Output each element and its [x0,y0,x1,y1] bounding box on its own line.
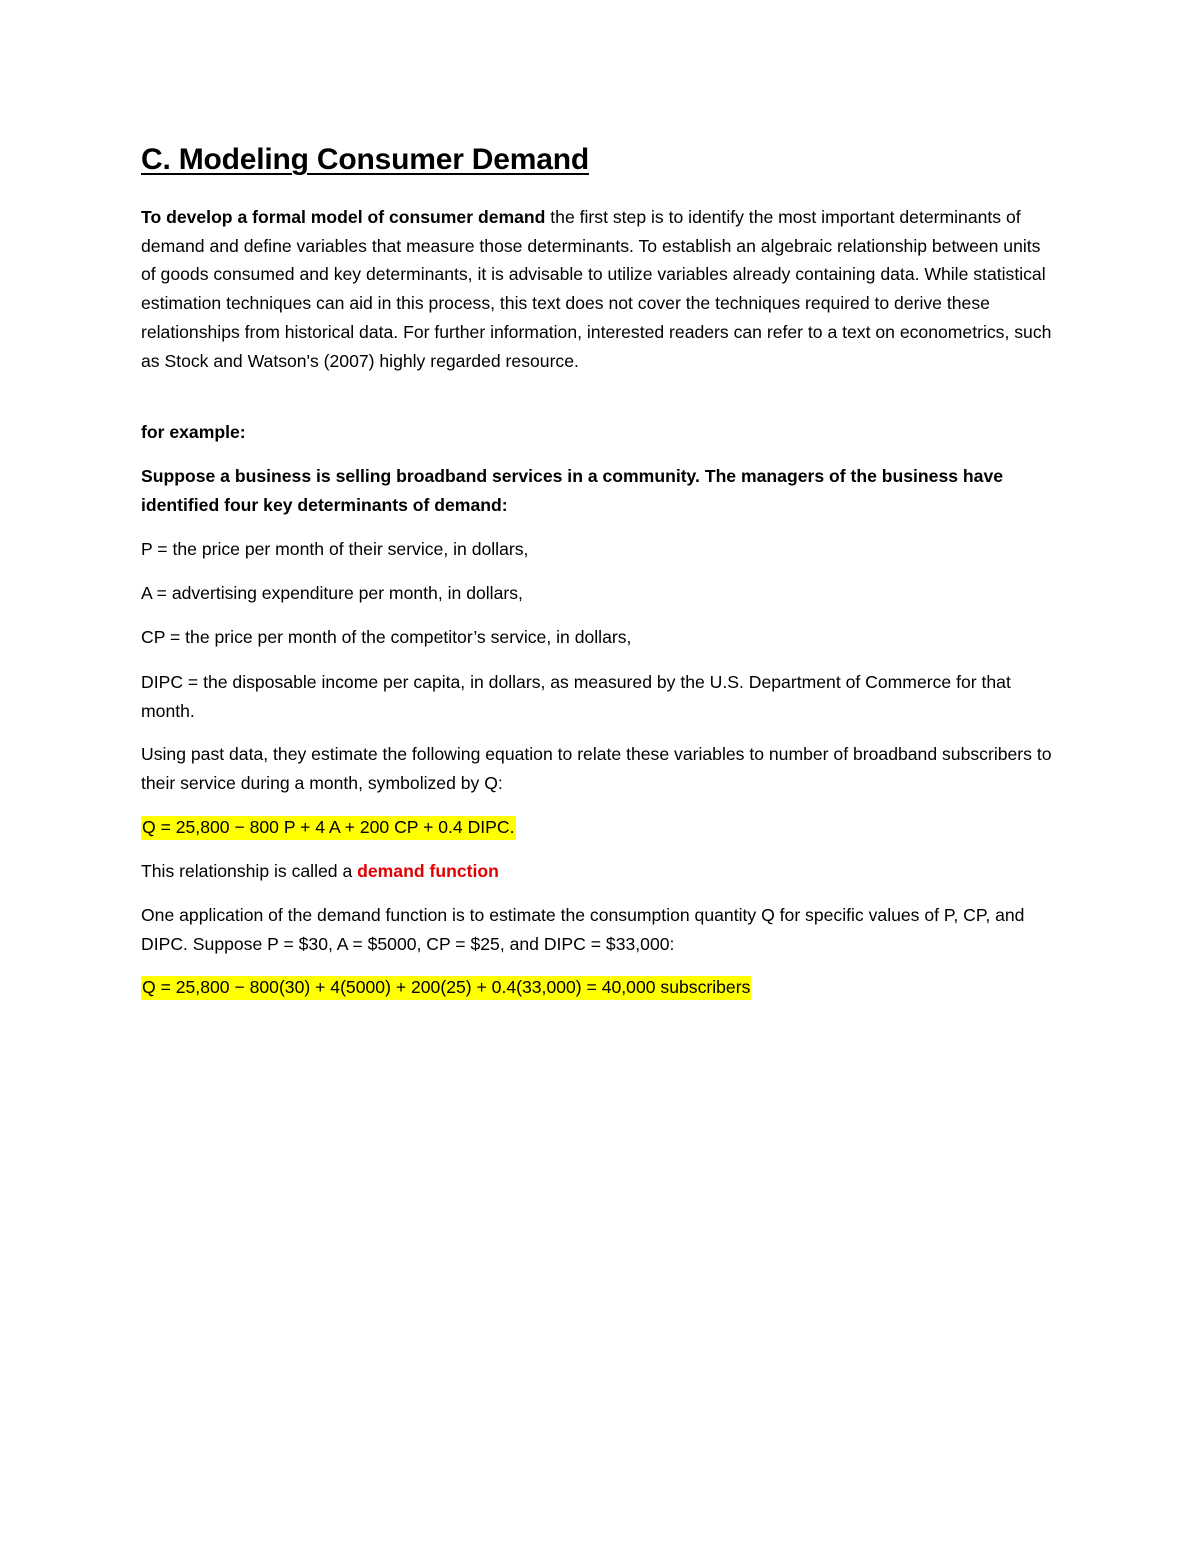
calculation-equation: Q = 25,800 − 800(30) + 4(5000) + 200(25) + 0.4(33,000) = 40,000 subscribers [141,976,751,1000]
calculation-line [141,973,1056,1002]
demand-equation: Q = 25,800 − 800 P + 4 A + 200 CP + 0.4 DIPC. [141,816,516,840]
equation-line [141,813,1056,842]
relationship-prefix: This relationship is called a [141,861,358,881]
definition-price: P = the price per month of their service, in dollars, [141,539,529,559]
intro-body: the first step is to identify the most important determinants of demand and define variables that measure those determinants. To establish an algebraic relationship between units of goods consumed and key determinants, it is advisable to utilize variables already containing data. While statistical estimation techniques can aid in this process, this text does not cover the techniques required to derive these relationships from historical data. For further information, interested readers can refer to a text on econometrics, such as Stock and Watson's (2007) highly regarded resource. [141,207,1052,371]
example-heading: for example: [141,422,246,442]
application-paragraph: One application of the demand function is to estimate the consumption quantity Q for specific values of P, CP, and DIPC. Suppose P = $30, A = $5000, CP = $25, and DIPC = $33,000: [141,905,1025,954]
estimate-paragraph: Using past data, they estimate the following equation to relate these variables to number of broadband subscribers to their service during a month, symbolized by Q: [141,744,1052,793]
intro-paragraph [141,203,1056,375]
page-title: C. Modeling Consumer Demand [141,143,589,176]
definition-advertising: A = advertising expenditure per month, in dollars, [141,583,523,603]
scenario-paragraph: Suppose a business is selling broadband services in a community. The managers of the business have identified four key determinants of demand: [141,466,1004,515]
relationship-line [141,857,1056,886]
definition-competitor-price: CP = the price per month of the competitor’s service, in dollars, [141,627,632,647]
demand-function-term: demand function [357,861,499,881]
definition-income: DIPC = the disposable income per capita, in dollars, as measured by the U.S. Department of Commerce for that month. [141,672,1011,721]
intro-lead: To develop a formal model of consumer demand [141,207,546,227]
